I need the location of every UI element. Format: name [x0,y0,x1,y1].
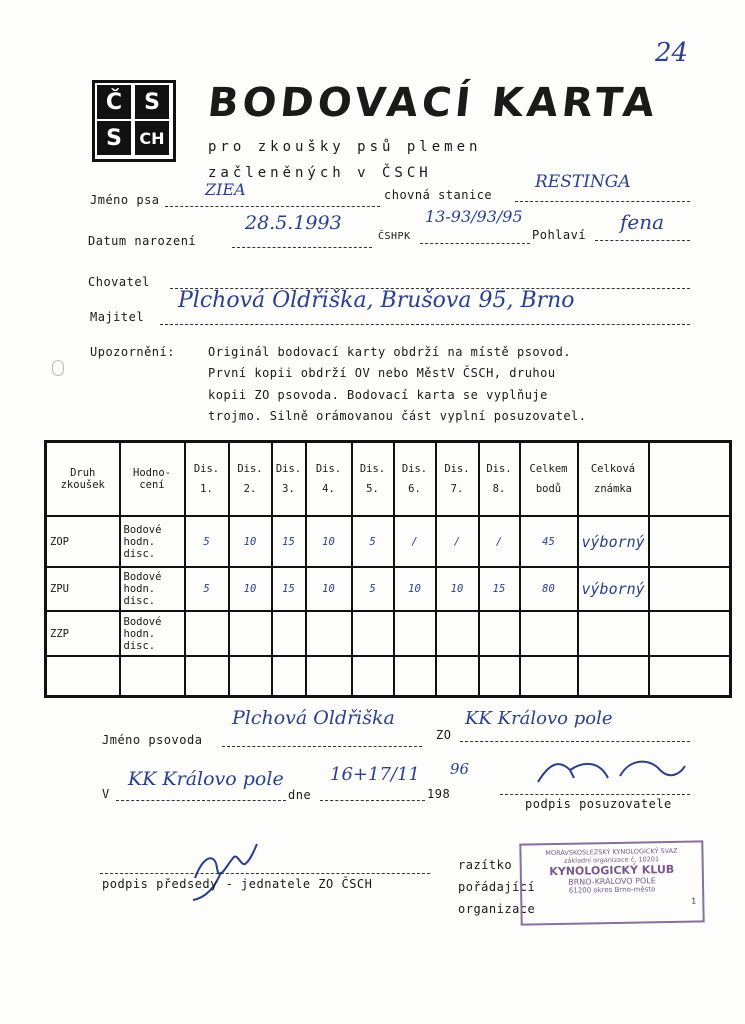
score-cell: 10 [436,567,479,612]
empty-cell [649,611,731,656]
table-row-zzp [46,611,731,656]
chair-signature-line [100,873,430,874]
score-cell [185,611,229,656]
stamp-label-3: organizace [458,902,536,916]
logo-letter-s1: S [135,85,169,119]
stamp-label-1: razítko [458,858,513,872]
judge-signature [530,752,690,792]
date-value: 16+17/11 [330,764,420,785]
notice-line-4: trojmo. Silně orámovanou část vyplní posuzovatel. [208,409,587,423]
notice-line-1: Originál bodovací karty obdrží na místě psovod. [208,345,572,359]
score-cell: 15 [272,567,306,612]
header-dis-6: Dis. 6. [394,442,436,517]
dob-value: 28.5.1993 [245,212,342,234]
organization-stamp [519,840,704,925]
zo-line [460,741,690,742]
score-cell [229,611,272,656]
owner-value: Plchová Oldřiška, Brušova 95, Brno [178,288,575,313]
row-type: ZZP [46,611,120,656]
header-evaluation: Hodno- cení [120,442,185,517]
sex-label: Pohlaví [532,228,587,242]
header-exam-type: Druh zkoušek [46,442,120,517]
place-line [116,800,286,801]
score-cell [306,611,352,656]
kennel-line [515,201,690,202]
judge-signature-label: podpis posuzovatele [525,797,672,811]
handler-label: Jméno psovoda [102,733,203,747]
score-cell: 10 [394,567,436,612]
header-dis-7: Dis. 7. [436,442,479,517]
table-row-zpu [46,567,731,612]
punch-hole [52,360,64,376]
score-cell: 15 [479,567,520,612]
header-dis-1: Dis. 1. [185,442,229,517]
score-cell [272,611,306,656]
score-cell [394,611,436,656]
csch-logo [92,80,176,162]
header-total-points: Celkem bodů [520,442,578,517]
table-row-empty [46,656,731,697]
dog-name-line [165,206,380,207]
score-cell: 10 [306,516,352,567]
score-cell [352,611,394,656]
zo-value: KK Královo pole [465,708,613,729]
header-empty [649,442,731,517]
score-cell: 10 [229,516,272,567]
score-cell: 5 [185,567,229,612]
row-type: ZOP [46,516,120,567]
score-cell: 15 [272,516,306,567]
chair-signature-label: podpis předsedy - jednatele ZO ČSCH [102,877,373,891]
score-cell: 10 [229,567,272,612]
score-cell: 5 [352,516,394,567]
stamp-corner-number: 1 [691,896,697,906]
score-cell [436,611,479,656]
score-cell: 10 [306,567,352,612]
score-cell: / [394,516,436,567]
header-overall-grade: Celková známka [578,442,649,517]
stamp-label-2: pořádající [458,880,536,894]
stamp-line-5: 61200 okres Brno-město [568,885,656,895]
subtitle-line-2: začleněných v ČSCH [208,165,432,181]
kennel-label: chovná stanice [384,188,493,202]
stamp-line-4: BRNO-KRÁLOVO POLE [568,876,656,887]
header-dis-2: Dis. 2. [229,442,272,517]
logo-letter-c: Č [97,85,131,119]
dob-label: Datum narození [88,234,197,248]
year-value: 96 [450,760,470,778]
notice-label: Upozornění: [90,345,175,359]
table-row-zop [46,516,731,567]
kennel-value: RESTINGA [535,172,631,192]
date-label: dne [288,788,312,802]
logo-letter-ch: CH [135,121,169,155]
handler-value: Plchová Oldřiška [232,707,395,729]
grade-cell: výborný [578,516,649,567]
stamp-line-3: KYNOLOGICKÝ KLUB [549,862,675,879]
total-cell [520,611,578,656]
stamp-line-1: MORAVSKOSLEZSKÝ KYNOLOGICKÝ SVAZ [545,846,678,858]
sex-line [595,240,690,241]
dog-name-label: Jméno psa [90,193,160,207]
stamp-line-2: základní organizace č. 10201 [564,855,660,865]
header-dis-4: Dis. 4. [306,442,352,517]
studbook-line [420,243,530,244]
total-cell: 80 [520,567,578,612]
owner-label: Majitel [90,310,145,324]
dog-name-value: ZIEA [205,180,246,199]
notice-line-2: První kopii obdrží OV nebo MěstV ČSCH, druhou [208,366,556,380]
place-value: KK Královo pole [128,768,284,790]
chair-signature [185,838,275,904]
table-header-row [46,442,731,517]
breeder-label: Chovatel [88,275,150,289]
notice-line-3: kopii ZO psovoda. Bodovací karta se vyplňuje [208,388,548,402]
header-dis-8: Dis. 8. [479,442,520,517]
row-type: ZPU [46,567,120,612]
year-prefix: 198 [427,787,451,801]
empty-cell [649,516,731,567]
studbook-label: ČSHPK [378,231,411,242]
dob-line [232,247,372,248]
judge-signature-line [500,794,690,795]
place-label: V [102,787,110,801]
header-dis-5: Dis. 5. [352,442,394,517]
zo-label: ZO [436,728,452,742]
row-eval: Bodové hodn. disc. [120,611,185,656]
subtitle-line-1: pro zkoušky psů plemen [208,139,482,155]
header-dis-3: Dis. 3. [272,442,306,517]
grade-cell [578,611,649,656]
handler-line [222,746,422,747]
owner-line [160,324,690,325]
page-number: 24 [655,38,689,68]
score-cell: / [436,516,479,567]
score-cell: 5 [185,516,229,567]
score-cell: 5 [352,567,394,612]
logo-letter-s2: S [97,121,131,155]
row-eval: Bodové hodn. disc. [120,567,185,612]
score-cell [479,611,520,656]
date-line [320,800,425,801]
row-eval: Bodové hodn. disc. [120,516,185,567]
empty-cell [649,567,731,612]
sex-value: fena [620,210,665,234]
studbook-value: 13-93/93/95 [425,207,523,226]
total-cell: 45 [520,516,578,567]
score-table [44,440,732,698]
page-title: BODOVACÍ KARTA [205,80,661,126]
score-cell: / [479,516,520,567]
grade-cell: výborný [578,567,649,612]
